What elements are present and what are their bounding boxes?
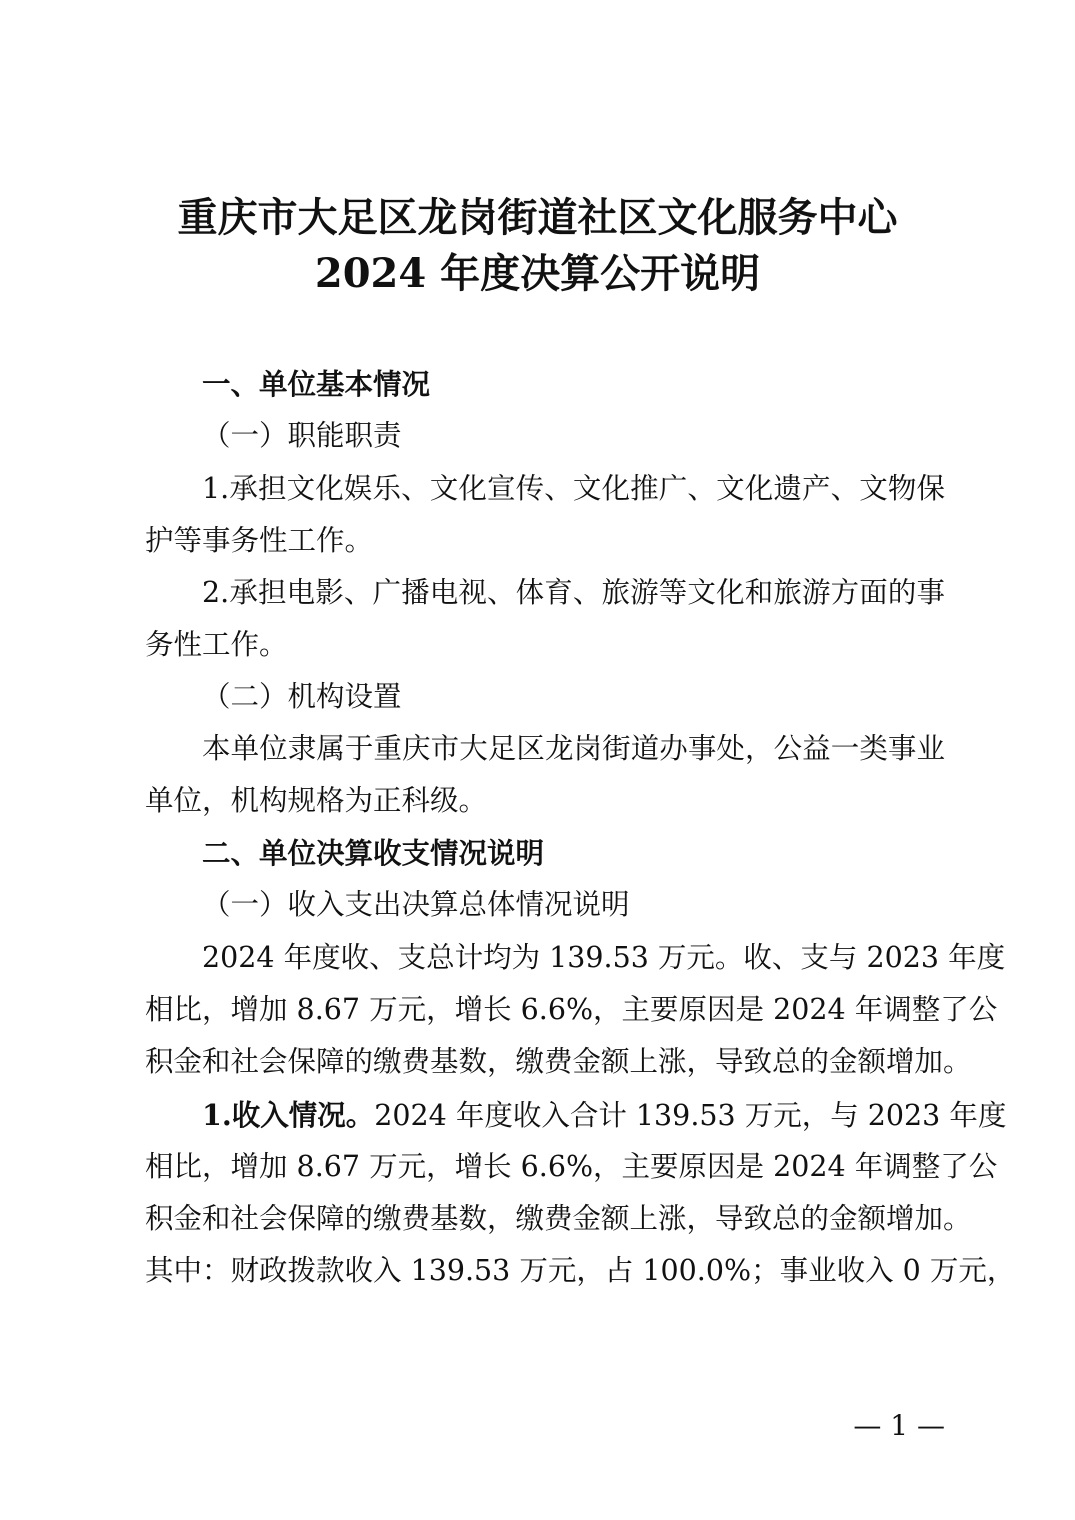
section1-sub2-heading: （二）机构设置 [202, 680, 402, 713]
total-line3: 积金和社会保障的缴费基数，缴费金额上涨，导致总的金额增加。 [145, 1045, 972, 1078]
total-line2: 相比，增加 8.67 万元，增长 6.6%，主要原因是 2024 年调整了公 [145, 993, 998, 1026]
income-line4: 其中：财政拨款收入 139.53 万元，占 100.0%；事业收入 0 万元， [145, 1254, 1016, 1287]
duty-item1-line2: 护等事务性工作。 [145, 524, 374, 557]
duty-item1-line1: 1.承担文化娱乐、文化宣传、文化推广、文化遗产、文物保 [202, 472, 945, 505]
income-line1-text: 2024 年度收入合计 139.53 万元，与 2023 年度 [374, 1099, 1007, 1132]
document-title-line1: 重庆市大足区龙岗街道社区文化服务中心 [177, 194, 898, 241]
income-line2: 相比，增加 8.67 万元，增长 6.6%，主要原因是 2024 年调整了公 [145, 1150, 998, 1183]
section2-heading: 二、单位决算收支情况说明 [202, 836, 545, 870]
org-line1: 本单位隶属于重庆市大足区龙岗街道办事处，公益一类事业 [202, 732, 945, 765]
section1-sub1-heading: （一）职能职责 [202, 419, 402, 452]
income-label: 1.收入情况。 [202, 1098, 375, 1132]
document-title-line2: 2024 年度决算公开说明 [314, 250, 761, 297]
income-line1 [202, 1089, 1007, 1142]
total-line1: 2024 年度收、支总计均为 139.53 万元。收、支与 2023 年度 [202, 941, 1006, 974]
page-number: — 1 — [853, 1409, 945, 1442]
section1-heading: 一、单位基本情况 [202, 367, 431, 401]
income-line3: 积金和社会保障的缴费基数，缴费金额上涨，导致总的金额增加。 [145, 1202, 972, 1235]
org-line2: 单位，机构规格为正科级。 [145, 784, 488, 817]
section2-sub1-heading: （一）收入支出决算总体情况说明 [202, 888, 630, 921]
duty-item2-line1: 2.承担电影、广播电视、体育、旅游等文化和旅游方面的事 [202, 576, 945, 609]
duty-item2-line2: 务性工作。 [145, 628, 288, 661]
